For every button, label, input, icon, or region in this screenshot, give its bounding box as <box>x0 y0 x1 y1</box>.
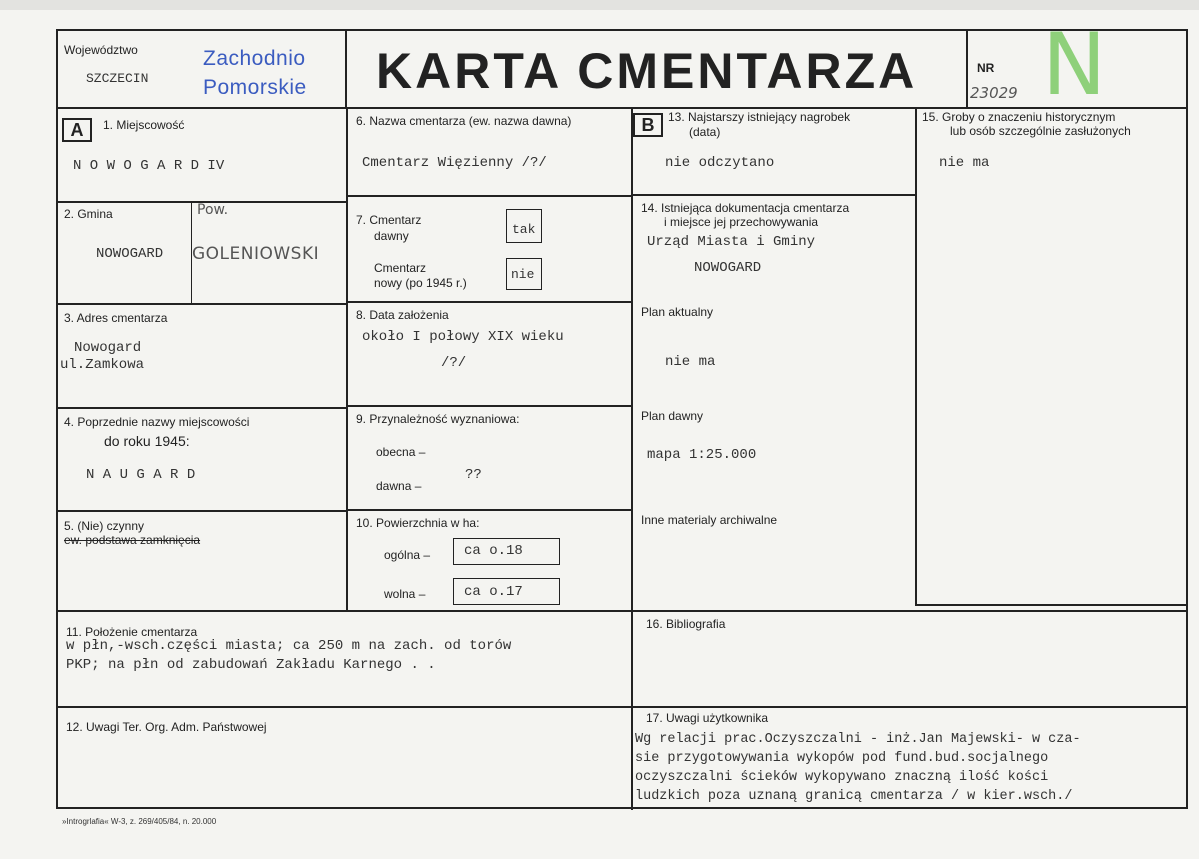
f17-line3: oczyszczalni ścieków wykopywano znaczną ilość kości <box>635 770 1049 785</box>
f4-sub: do roku 1945: <box>104 433 190 449</box>
f8-value2: /?/ <box>441 355 467 371</box>
f3-value1: Nowogard <box>74 340 142 356</box>
print-info: »Introgrlafia« W-3, z. 269/405/84, n. 20.000 <box>62 817 217 826</box>
f7-nowy1: Cmentarz <box>374 261 427 275</box>
f7-nowy-value: nie <box>511 267 535 282</box>
f11-label: 11. Położenie cmentarza <box>66 625 198 639</box>
nr-label: NR <box>977 61 995 75</box>
f5-sub: ew. podstawa zamknięcia <box>64 533 201 547</box>
top-edge <box>0 0 1199 10</box>
inne-materialy-label: Inne materialy archiwalne <box>641 513 778 527</box>
f17-label: 17. Uwagi użytkownika <box>646 711 769 725</box>
f10-wolna-value: ca o.17 <box>464 584 523 600</box>
f14-label1: 14. Istniejąca dokumentacja cmentarza <box>641 201 850 215</box>
f13-label2: (data) <box>689 125 721 139</box>
f2-label: 2. Gmina <box>64 207 113 221</box>
f13-label1: 13. Najstarszy istniejący nagrobek <box>668 110 851 124</box>
f13-value: nie odczytano <box>665 155 775 171</box>
f14-label2: i miejsce jej przechowywania <box>664 215 819 229</box>
f4-label: 4. Poprzednie nazwy miejscowości <box>64 415 250 429</box>
f7-nowy2: nowy (po 1945 r.) <box>374 276 467 290</box>
f10-ogolna-value: ca o.18 <box>464 543 523 559</box>
f9-label: 9. Przynależność wyznaniowa: <box>356 412 520 426</box>
f6-label: 6. Nazwa cmentarza (ew. nazwa dawna) <box>356 114 572 128</box>
f10-label: 10. Powierzchnia w ha: <box>356 516 480 530</box>
f14-value1: Urząd Miasta i Gminy <box>647 234 816 250</box>
section-a-letter: A <box>62 118 92 142</box>
f9-obecna: obecna – <box>376 445 426 459</box>
stamp-line2: Pomorskie <box>203 76 307 99</box>
f17-line2: sie przygotowywania wykopów pod fund.bud.socjalnego <box>635 751 1049 766</box>
f9-dawna: dawna – <box>376 479 422 493</box>
f1-label: 1. Miejscowość <box>103 118 185 132</box>
f7-dawny: dawny <box>374 229 409 243</box>
f5-label: 5. (Nie) czynny <box>64 519 145 533</box>
f17-line1: Wg relacji prac.Oczyszczalni - inż.Jan Majewski- w cza- <box>635 732 1081 747</box>
plan-aktualny-label: Plan aktualny <box>641 305 714 319</box>
plan-dawny-label: Plan dawny <box>641 409 704 423</box>
f8-value1: około I połowy XIX wieku <box>362 329 564 345</box>
stamp-line1: Zachodnio <box>203 47 306 70</box>
f15-value: nie ma <box>939 155 990 171</box>
f11-value1: w płn,-wsch.części miasta; ca 250 m na zach. od torów <box>66 638 512 654</box>
f2-hand: GOLENIOWSKI <box>192 244 320 264</box>
f7-dawny-value: tak <box>512 222 536 237</box>
f16-label: 16. Bibliografia <box>646 617 726 631</box>
f8-label: 8. Data założenia <box>356 308 449 322</box>
f10-wolna: wolna – <box>384 587 426 601</box>
plan-dawny-value: mapa 1:25.000 <box>647 447 757 463</box>
nr-value: 23029 <box>970 84 1018 102</box>
f14-value2: NOWOGARD <box>694 260 762 276</box>
f4-value: N A U G A R D <box>86 467 196 483</box>
f17-line4: ludzkich poza uznaną granicą cmentarza / w kier.wsch./ <box>635 789 1073 804</box>
wojewodztwo-label: Województwo <box>64 43 138 57</box>
f1-value: N O W O G A R D IV <box>73 158 225 174</box>
f10-ogolna: ogólna – <box>384 548 431 562</box>
f2-value: NOWOGARD <box>96 246 164 262</box>
f11-value2: PKP; na płn od zabudowań Zakładu Karnego . . <box>66 657 436 673</box>
section-b-letter: B <box>633 113 663 137</box>
f6-value: Cmentarz Więzienny /?/ <box>362 155 547 171</box>
mark-letter: N <box>1042 15 1107 115</box>
f2-hand-top: Pow. <box>197 202 229 218</box>
wojewodztwo-value: SZCZECIN <box>86 71 149 86</box>
f15-label1: 15. Groby o znaczeniu historycznym <box>922 110 1116 124</box>
f15-label2: lub osób szczególnie zasłużonych <box>950 124 1131 138</box>
f12-label: 12. Uwagi Ter. Org. Adm. Państwowej <box>66 720 267 734</box>
f3-label: 3. Adres cmentarza <box>64 311 168 325</box>
f7-label: 7. Cmentarz <box>356 213 422 227</box>
plan-aktualny-value: nie ma <box>665 354 716 370</box>
f3-value2: ul.Zamkowa <box>60 357 145 373</box>
f9-value: ?? <box>465 467 482 483</box>
page-title: KARTA CMENTARZA <box>376 43 918 99</box>
